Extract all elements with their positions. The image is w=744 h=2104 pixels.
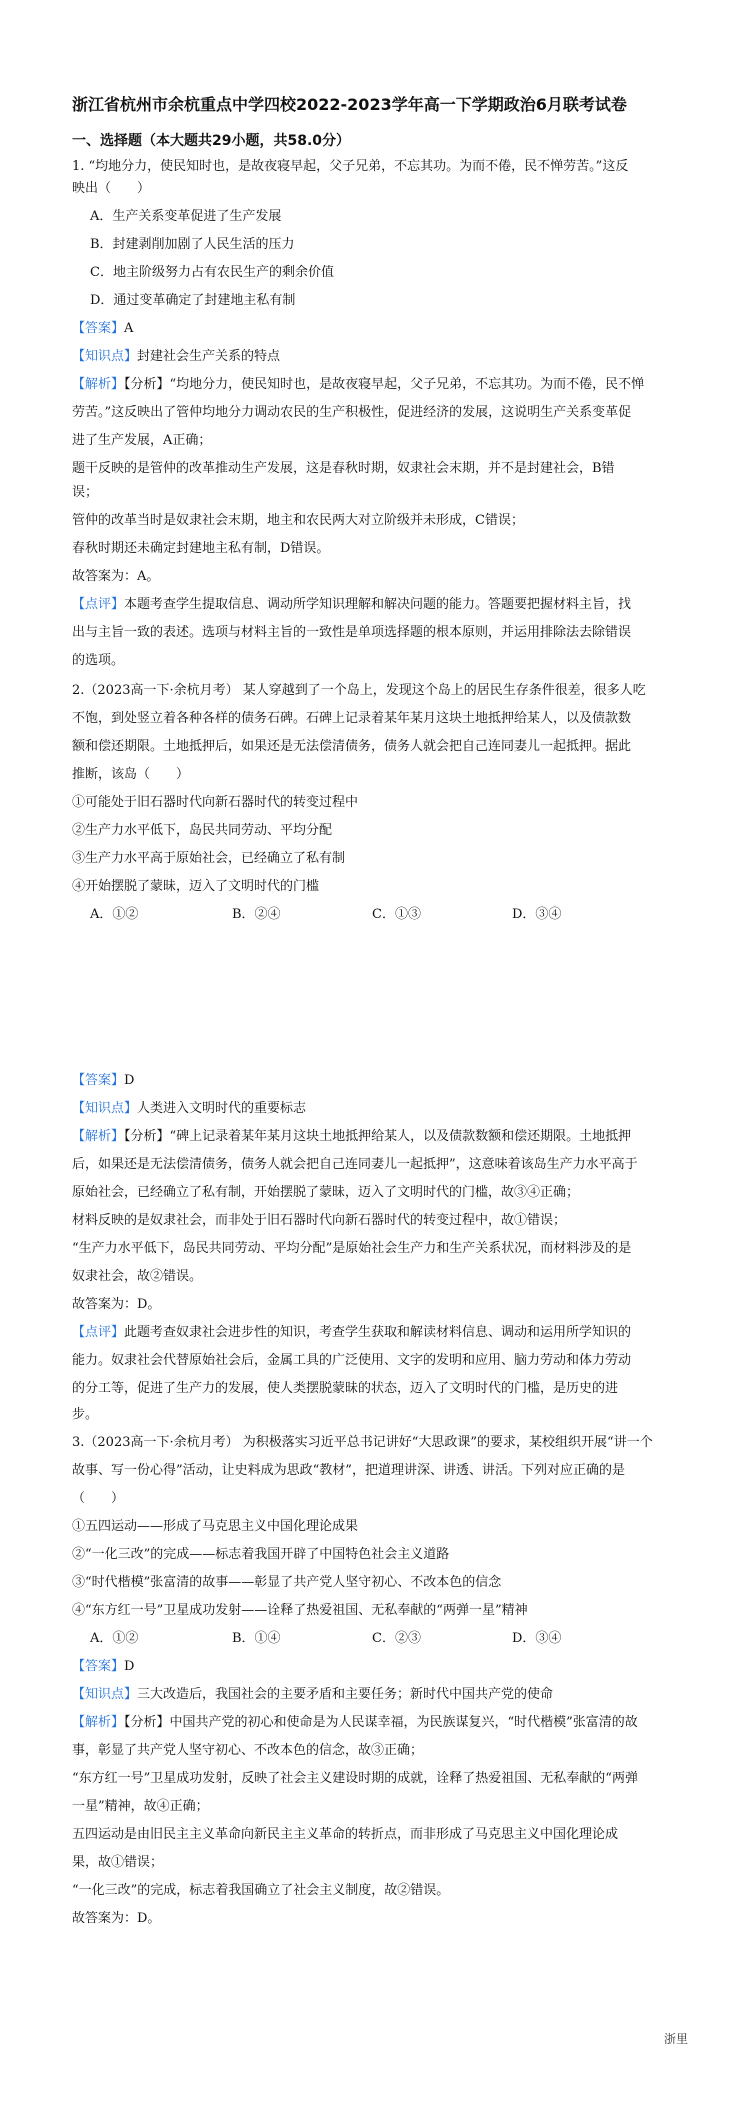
q3-stem-line: 3.（2023高一下·余杭月考） 为积极落实习近平总书记讲好“大思政课”的要求，某校组织开展“讲一个 bbox=[72, 1435, 653, 1450]
q3-answer bbox=[72, 1658, 708, 1676]
q2-knowledge-text: 人类进入文明时代的重要标志 bbox=[137, 1101, 307, 1116]
q2-answer-value: D bbox=[124, 1073, 135, 1088]
q3-analysis-line: 一星”精神，故④正确； bbox=[72, 1799, 209, 1814]
q2-answer bbox=[72, 1072, 708, 1090]
comment-tag: 【点评】 bbox=[72, 1325, 125, 1340]
q1-answer-value: A bbox=[124, 321, 134, 336]
q2-comment-line: 能力。奴隶社会代替原始社会后，金属工具的广泛使用、文字的发明和应用、脑力劳动和体力劳动 bbox=[72, 1353, 632, 1368]
answer-tag: 【答案】 bbox=[72, 1073, 125, 1088]
q2-stem-line: 推断，该岛（ ） bbox=[72, 767, 190, 782]
analysis-tag: 【解析】 bbox=[72, 1129, 125, 1144]
q2-stem-line: 额和偿还期限。土地抵押后，如果还是无法偿清债务，债务人就会把自己连同妻儿一起抵押。据此 bbox=[72, 739, 632, 754]
q2-analysis-line: 材料反映的是奴隶社会，而非处于旧石器时代向新石器时代的转变过程中，故①错误； bbox=[72, 1213, 567, 1228]
comment-tag: 【点评】 bbox=[72, 597, 125, 612]
q2-item: ④开始摆脱了蒙昧，迈入了文明时代的门槛 bbox=[72, 879, 320, 894]
q1-option-b: B．封建剥削加剧了人民生活的压力 bbox=[90, 237, 295, 252]
q3-choice-d: D．③④ bbox=[512, 1631, 562, 1646]
q2-choice-a: A．①② bbox=[90, 907, 139, 922]
q1-analysis-line: 进了生产发展，A正确； bbox=[72, 433, 212, 448]
q3-knowledge bbox=[72, 1686, 708, 1704]
q1-comment-text: 本题考查学生提取信息、调动所学知识理解和解决问题的能力。答题要把握材料主旨，找 bbox=[124, 597, 632, 612]
q2-item: ①可能处于旧石器时代向新石器时代的转变过程中 bbox=[72, 795, 359, 810]
q3-item: ②“一化三改”的完成——标志着我国开辟了中国特色社会主义道路 bbox=[72, 1547, 450, 1562]
q3-analysis-line: “一化三改”的完成，标志着我国确立了社会主义制度，故②错误。 bbox=[72, 1883, 450, 1898]
q1-knowledge bbox=[72, 348, 708, 366]
answer-tag: 【答案】 bbox=[72, 1659, 125, 1674]
q2-comment-line: 步。 bbox=[72, 1407, 99, 1422]
q3-stem-line: （ ） bbox=[72, 1491, 125, 1506]
q2-analysis-text: 【分析】“碑上记录着某年某月这块土地抵押给某人，以及债款数额和偿还期限。土地抵押 bbox=[124, 1129, 632, 1144]
q3-item: ①五四运动——形成了马克思主义中国化理论成果 bbox=[72, 1519, 359, 1534]
q1-comment-line bbox=[72, 596, 708, 614]
knowledge-tag: 【知识点】 bbox=[72, 349, 138, 364]
q2-stem-line: 不饱，到处竖立着各种各样的债务石碑。石碑上记录着某年某月这块土地抵押给某人，以及债款数 bbox=[72, 711, 632, 726]
q2-choice-b: B．②④ bbox=[232, 907, 281, 922]
q1-comment-line: 的选项。 bbox=[72, 653, 125, 668]
q3-analysis-text: 【分析】中国共产党的初心和使命是为人民谋幸福，为民族谋复兴，“时代楷模”张富清的故 bbox=[124, 1715, 638, 1730]
q3-analysis-line bbox=[72, 1714, 708, 1732]
q3-analysis-line: 事，彰显了共产党人坚守初心、不改本色的信念，故③正确； bbox=[72, 1743, 424, 1758]
q2-item: ③生产力水平高于原始社会，已经确立了私有制 bbox=[72, 851, 346, 866]
q2-comment-line: 的分工等，促进了生产力的发展，使人类摆脱蒙昧的状态，迈入了文明时代的门槛，是历史的进 bbox=[72, 1381, 619, 1396]
q2-choice-d: D．③④ bbox=[512, 907, 562, 922]
q1-comment-line: 出与主旨一致的表述。选项与材料主旨的一致性是单项选择题的根本原则，并运用排除法去除错误 bbox=[72, 625, 632, 640]
q3-item: ④“东方红一号”卫星成功发射——诠释了热爱祖国、无私奉献的“两弹一星”精神 bbox=[72, 1603, 528, 1618]
q3-stem-line: 故事、写一份心得”活动，让史料成为思政“教材”，把道理讲深、讲透、讲活。下列对应正确的是 bbox=[72, 1463, 625, 1478]
answer-tag: 【答案】 bbox=[72, 321, 125, 336]
knowledge-tag: 【知识点】 bbox=[72, 1101, 138, 1116]
q3-choice-b: B．①④ bbox=[232, 1631, 281, 1646]
q2-comment-text: 此题考查奴隶社会进步性的知识，考查学生获取和解读材料信息、调动和运用所学知识的 bbox=[124, 1325, 632, 1340]
q2-choice-c: C．①③ bbox=[372, 907, 421, 922]
q3-analysis-line: 故答案为：D。 bbox=[72, 1911, 161, 1926]
q2-analysis-line: 原始社会，已经确立了私有制，开始摆脱了蒙昧，迈入了文明时代的门槛，故③④正确； bbox=[72, 1185, 580, 1200]
q1-answer bbox=[72, 320, 708, 338]
q1-option-d: D．通过变革确定了封建地主私有制 bbox=[90, 293, 296, 308]
page-footer: 浙里 bbox=[663, 2032, 688, 2046]
analysis-tag: 【解析】 bbox=[72, 377, 125, 392]
q2-analysis-line: 后，如果还是无法偿清债务，债务人就会把自己连同妻儿一起抵押”，这意味着该岛生产力水平高于 bbox=[72, 1157, 638, 1172]
page-title: 浙江省杭州市余杭重点中学四校2022-2023学年高一下学期政治6月联考试卷 bbox=[72, 95, 627, 114]
q1-analysis-line: 故答案为：A。 bbox=[72, 569, 160, 584]
q3-item: ③“时代楷模”张富清的故事——彰显了共产党人坚守初心、不改本色的信念 bbox=[72, 1575, 502, 1590]
q1-analysis-line: 管仲的改革当时是奴隶社会末期，地主和农民两大对立阶级并未形成，C错误； bbox=[72, 513, 524, 528]
q1-option-a: A．生产关系变革促进了生产发展 bbox=[90, 209, 282, 224]
q3-choice-a: A．①② bbox=[90, 1631, 139, 1646]
q2-comment-line bbox=[72, 1324, 708, 1342]
q1-analysis-line: 劳苦。”这反映出了管仲均地分力调动农民的生产积极性，促进经济的发展，这说明生产关系变革促 bbox=[72, 405, 632, 420]
q1-knowledge-text: 封建社会生产关系的特点 bbox=[137, 349, 281, 364]
q1-stem-line: 映出（ ） bbox=[72, 181, 151, 196]
q2-analysis-line bbox=[72, 1128, 708, 1146]
knowledge-tag: 【知识点】 bbox=[72, 1687, 138, 1702]
q1-option-c: C．地主阶级努力占有农民生产的剩余价值 bbox=[90, 265, 334, 280]
q1-analysis-line: 春秋时期还未确定封建地主私有制，D错误。 bbox=[72, 541, 330, 556]
q2-analysis-line: “生产力水平低下，岛民共同劳动、平均分配”是原始社会生产力和生产关系状况，而材料涉及的是 bbox=[72, 1241, 632, 1256]
q1-analysis-line: 误； bbox=[72, 485, 99, 500]
analysis-tag: 【解析】 bbox=[72, 1715, 125, 1730]
q2-stem-line: 2.（2023高一下·余杭月考） 某人穿越到了一个岛上，发现这个岛上的居民生存条件很差，很多人吃 bbox=[72, 683, 646, 698]
q3-analysis-line: 果，故①错误； bbox=[72, 1855, 164, 1870]
section-heading: 一、选择题（本大题共29小题，共58.0分） bbox=[72, 133, 351, 149]
q2-analysis-line: 故答案为：D。 bbox=[72, 1297, 161, 1312]
q3-choice-c: C．②③ bbox=[372, 1631, 421, 1646]
q3-analysis-line: 五四运动是由旧民主主义革命向新民主主义革命的转折点，而非形成了马克思主义中国化理论成 bbox=[72, 1827, 619, 1842]
q3-knowledge-text: 三大改造后，我国社会的主要矛盾和主要任务；新时代中国共产党的使命 bbox=[137, 1687, 554, 1702]
q1-analysis-line: 题干反映的是管仲的改革推动生产发展，这是春秋时期，奴隶社会末期，并不是封建社会，B错 bbox=[72, 461, 615, 476]
q1-analysis-line bbox=[72, 376, 708, 394]
q1-analysis-text: 【分析】“均地分力，使民知时也，是故夜寝早起，父子兄弟，不忘其功。为而不倦，民不惮 bbox=[124, 377, 645, 392]
q2-item: ②生产力水平低下，岛民共同劳动、平均分配 bbox=[72, 823, 333, 838]
q2-analysis-line: 奴隶社会，故②错误。 bbox=[72, 1269, 203, 1284]
q3-analysis-line: “东方红一号”卫星成功发射，反映了社会主义建设时期的成就，诠释了热爱祖国、无私奉献的“两弹 bbox=[72, 1771, 638, 1786]
q1-stem-line: 1. “均地分力，使民知时也，是故夜寝早起，父子兄弟，不忘其功。为而不倦，民不惮劳苦。”这反 bbox=[72, 159, 629, 174]
q2-knowledge bbox=[72, 1100, 708, 1118]
q3-answer-value: D bbox=[124, 1659, 135, 1674]
